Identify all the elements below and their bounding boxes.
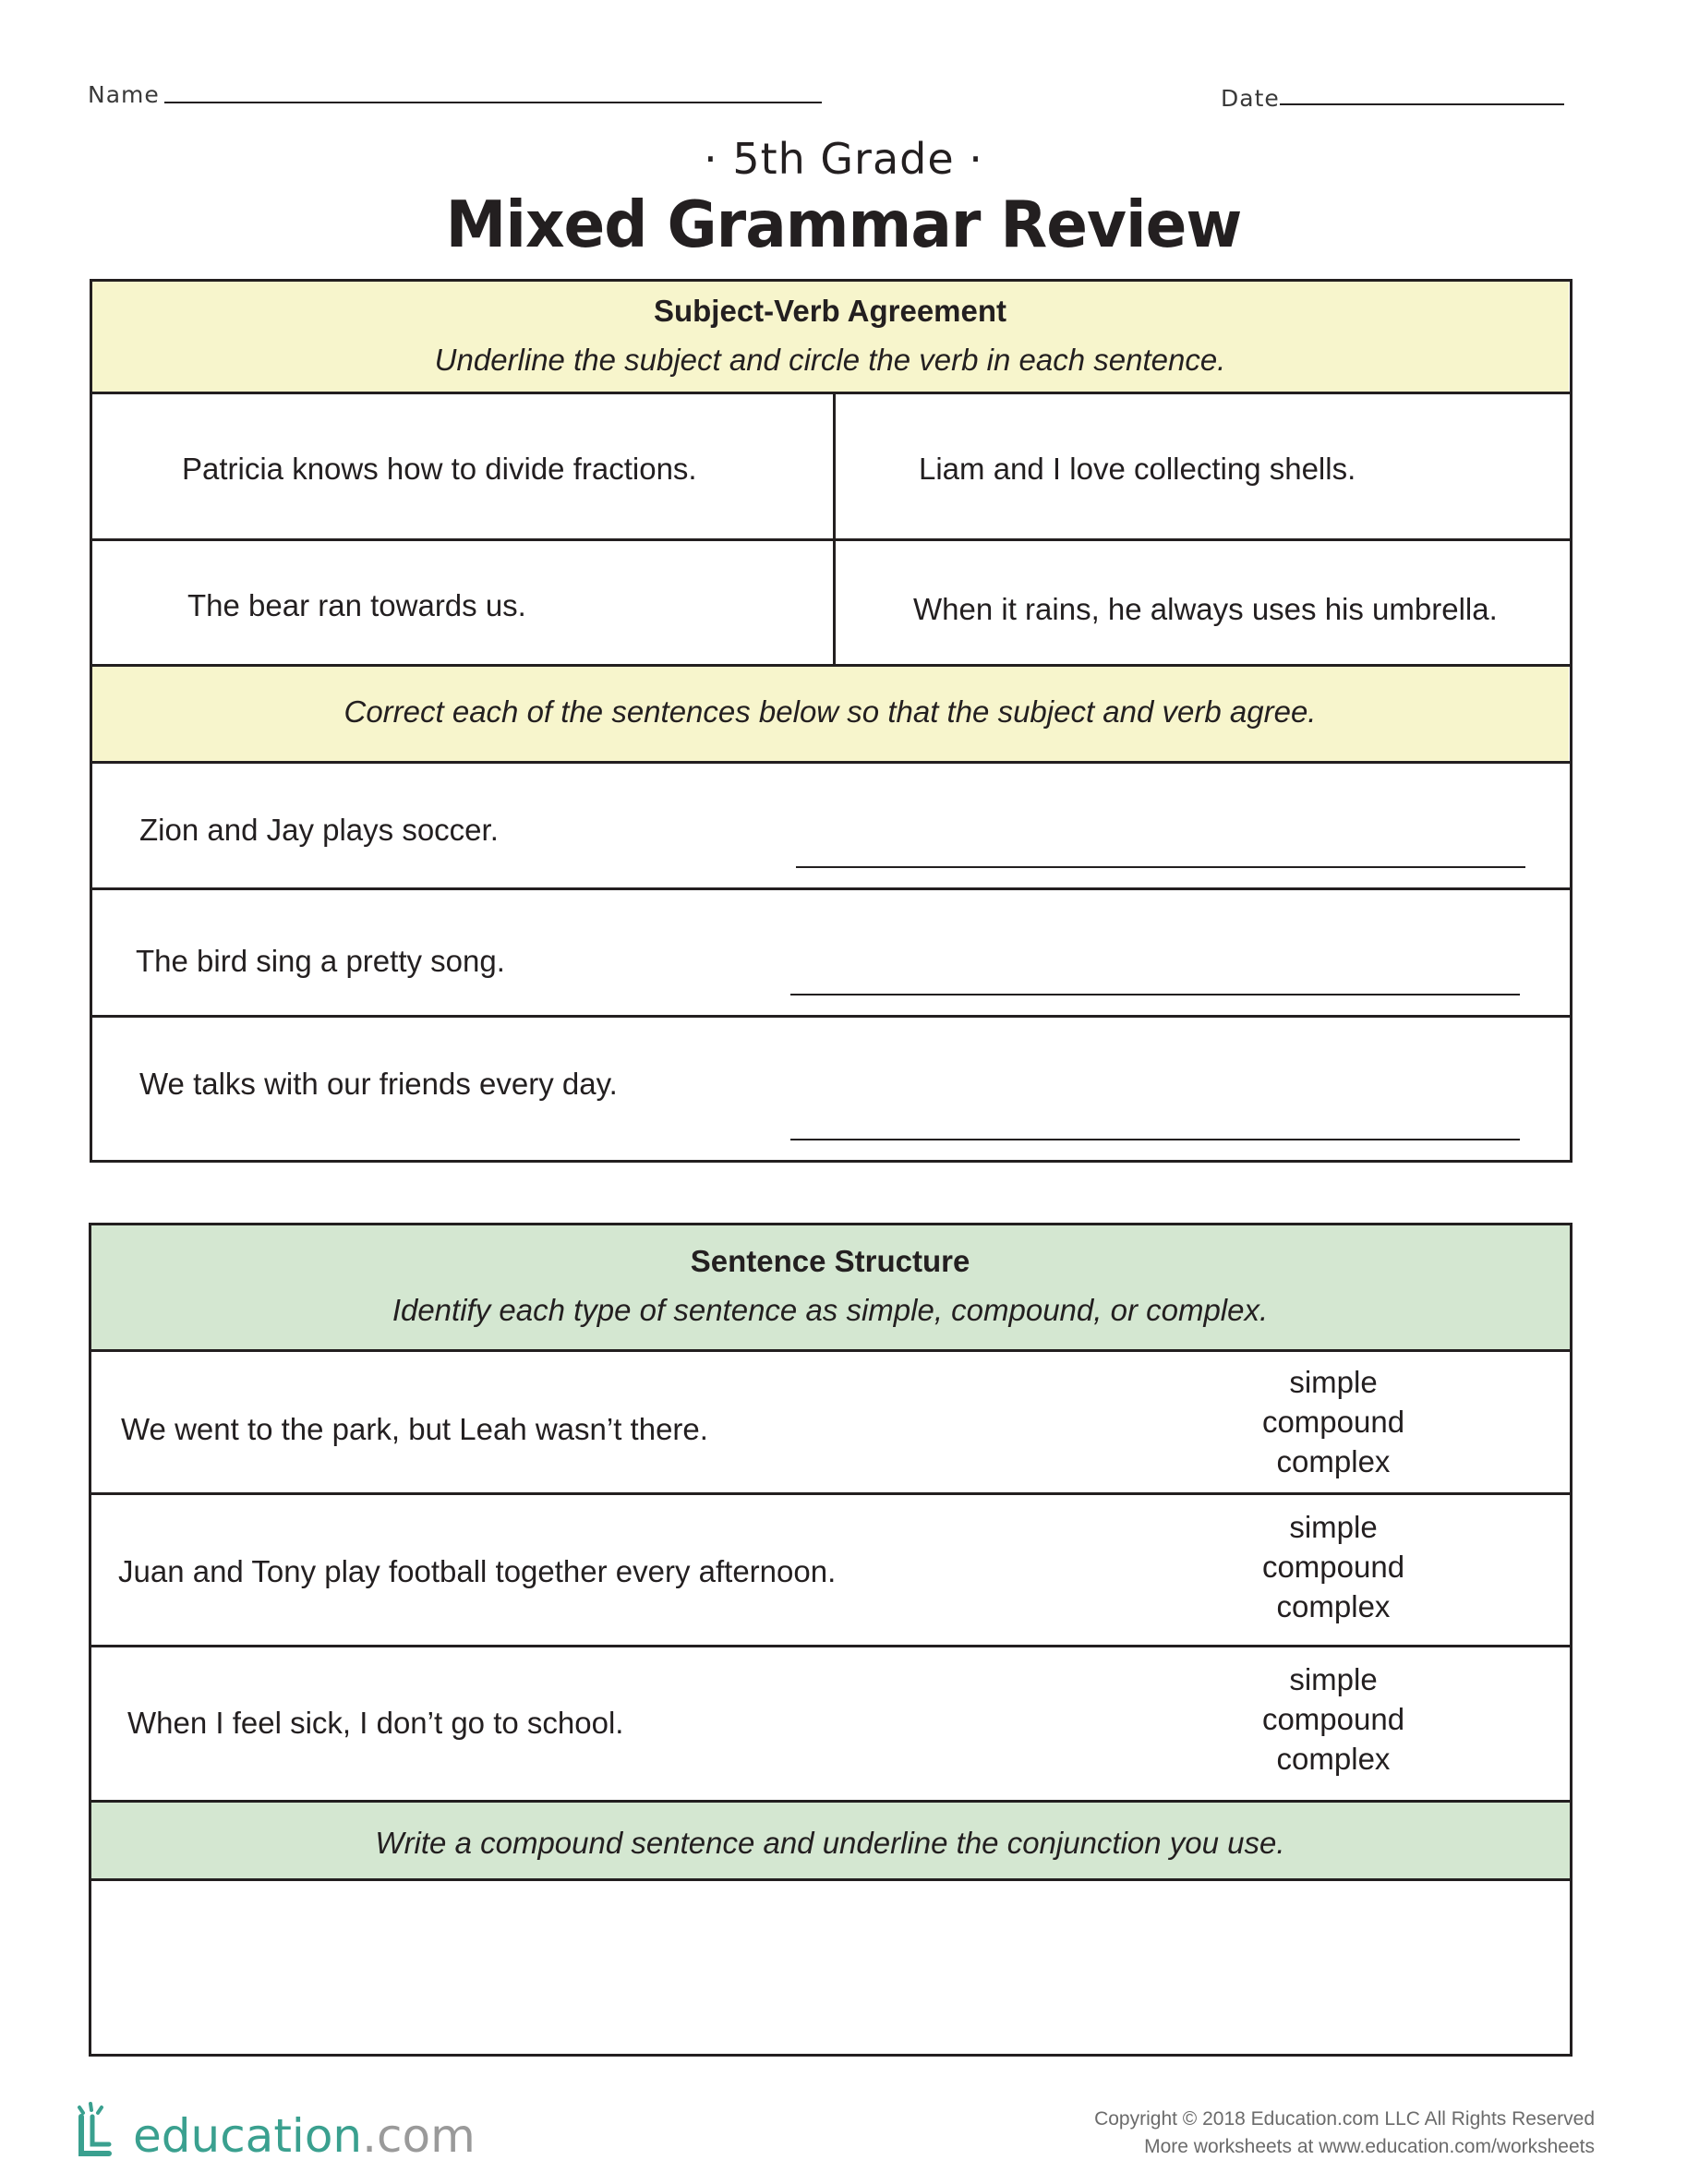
name-label: Name (88, 81, 160, 108)
date-label: Date (1221, 85, 1280, 112)
sentence-3[interactable]: The bear ran towards us. (187, 588, 526, 622)
date-field[interactable] (1280, 103, 1564, 105)
answer-line-3[interactable] (790, 1139, 1520, 1140)
divider (91, 1015, 1570, 1018)
column-divider (833, 392, 836, 665)
sentence-2[interactable]: Liam and I love collecting shells. (919, 452, 1356, 486)
correction-sentence-2: The bird sing a pretty song. (136, 944, 505, 978)
divider (90, 1349, 1571, 1352)
logo-suffix: .com (362, 2109, 476, 2163)
options-1 (1223, 1362, 1444, 1481)
options-2 (1223, 1507, 1444, 1626)
section1-title: Subject-Verb Agreement (653, 294, 1007, 328)
option-simple[interactable]: simple (1289, 1662, 1378, 1696)
logo-text: education (133, 2109, 363, 2163)
structure-sentence-1: We went to the park, but Leah wasn’t there. (121, 1412, 708, 1446)
education-logo (72, 2098, 476, 2163)
write-instruction: Write a compound sentence and underline the conjunction you use. (375, 1826, 1285, 1860)
option-compound[interactable]: compound (1261, 1702, 1405, 1736)
name-field[interactable] (164, 102, 822, 103)
divider (91, 664, 1570, 667)
compound-sentence-writing-area[interactable] (92, 1882, 1568, 2053)
option-complex[interactable]: complex (1276, 1742, 1391, 1776)
divider (90, 1645, 1571, 1647)
divider (91, 761, 1570, 764)
divider (91, 538, 1570, 541)
option-complex[interactable]: complex (1276, 1589, 1391, 1623)
option-compound[interactable]: compound (1261, 1405, 1405, 1439)
book-icon (72, 2098, 131, 2163)
copyright-line: Copyright © 2018 Education.com LLC All Rights Reserved (1094, 2108, 1595, 2130)
option-complex[interactable]: complex (1276, 1444, 1391, 1478)
grade-subtitle: · 5th Grade · (704, 134, 983, 184)
page-title: Mixed Grammar Review (445, 187, 1242, 262)
answer-line-1[interactable] (796, 866, 1525, 868)
divider (90, 1492, 1571, 1495)
divider (91, 887, 1570, 890)
correct-instruction: Correct each of the sentences below so that the subject and verb agree. (343, 694, 1317, 729)
section1-instruction: Underline the subject and circle the verb in each sentence. (434, 343, 1226, 377)
sentence-4[interactable]: When it rains, he always uses his umbrella. (913, 592, 1498, 626)
structure-sentence-3: When I feel sick, I don’t go to school. (127, 1706, 624, 1740)
section2-title: Sentence Structure (690, 1244, 970, 1278)
sentence-1[interactable]: Patricia knows how to divide fractions. (182, 452, 697, 486)
options-3 (1223, 1659, 1444, 1779)
option-simple[interactable]: simple (1289, 1510, 1378, 1544)
worksheets-link[interactable]: More worksheets at www.education.com/worksheets (1144, 2136, 1595, 2157)
divider (90, 1800, 1571, 1803)
divider (90, 1878, 1571, 1881)
option-simple[interactable]: simple (1289, 1365, 1378, 1399)
section2-instruction: Identify each type of sentence as simple, compound, or complex. (392, 1293, 1269, 1327)
copyright-notice (1094, 2106, 1595, 2161)
correction-sentence-1: Zion and Jay plays soccer. (139, 813, 499, 847)
divider (91, 392, 1570, 394)
structure-sentence-2: Juan and Tony play football together every afternoon. (118, 1554, 837, 1588)
option-compound[interactable]: compound (1261, 1550, 1405, 1584)
correction-sentence-3: We talks with our friends every day. (139, 1067, 618, 1101)
answer-line-2[interactable] (790, 994, 1520, 995)
